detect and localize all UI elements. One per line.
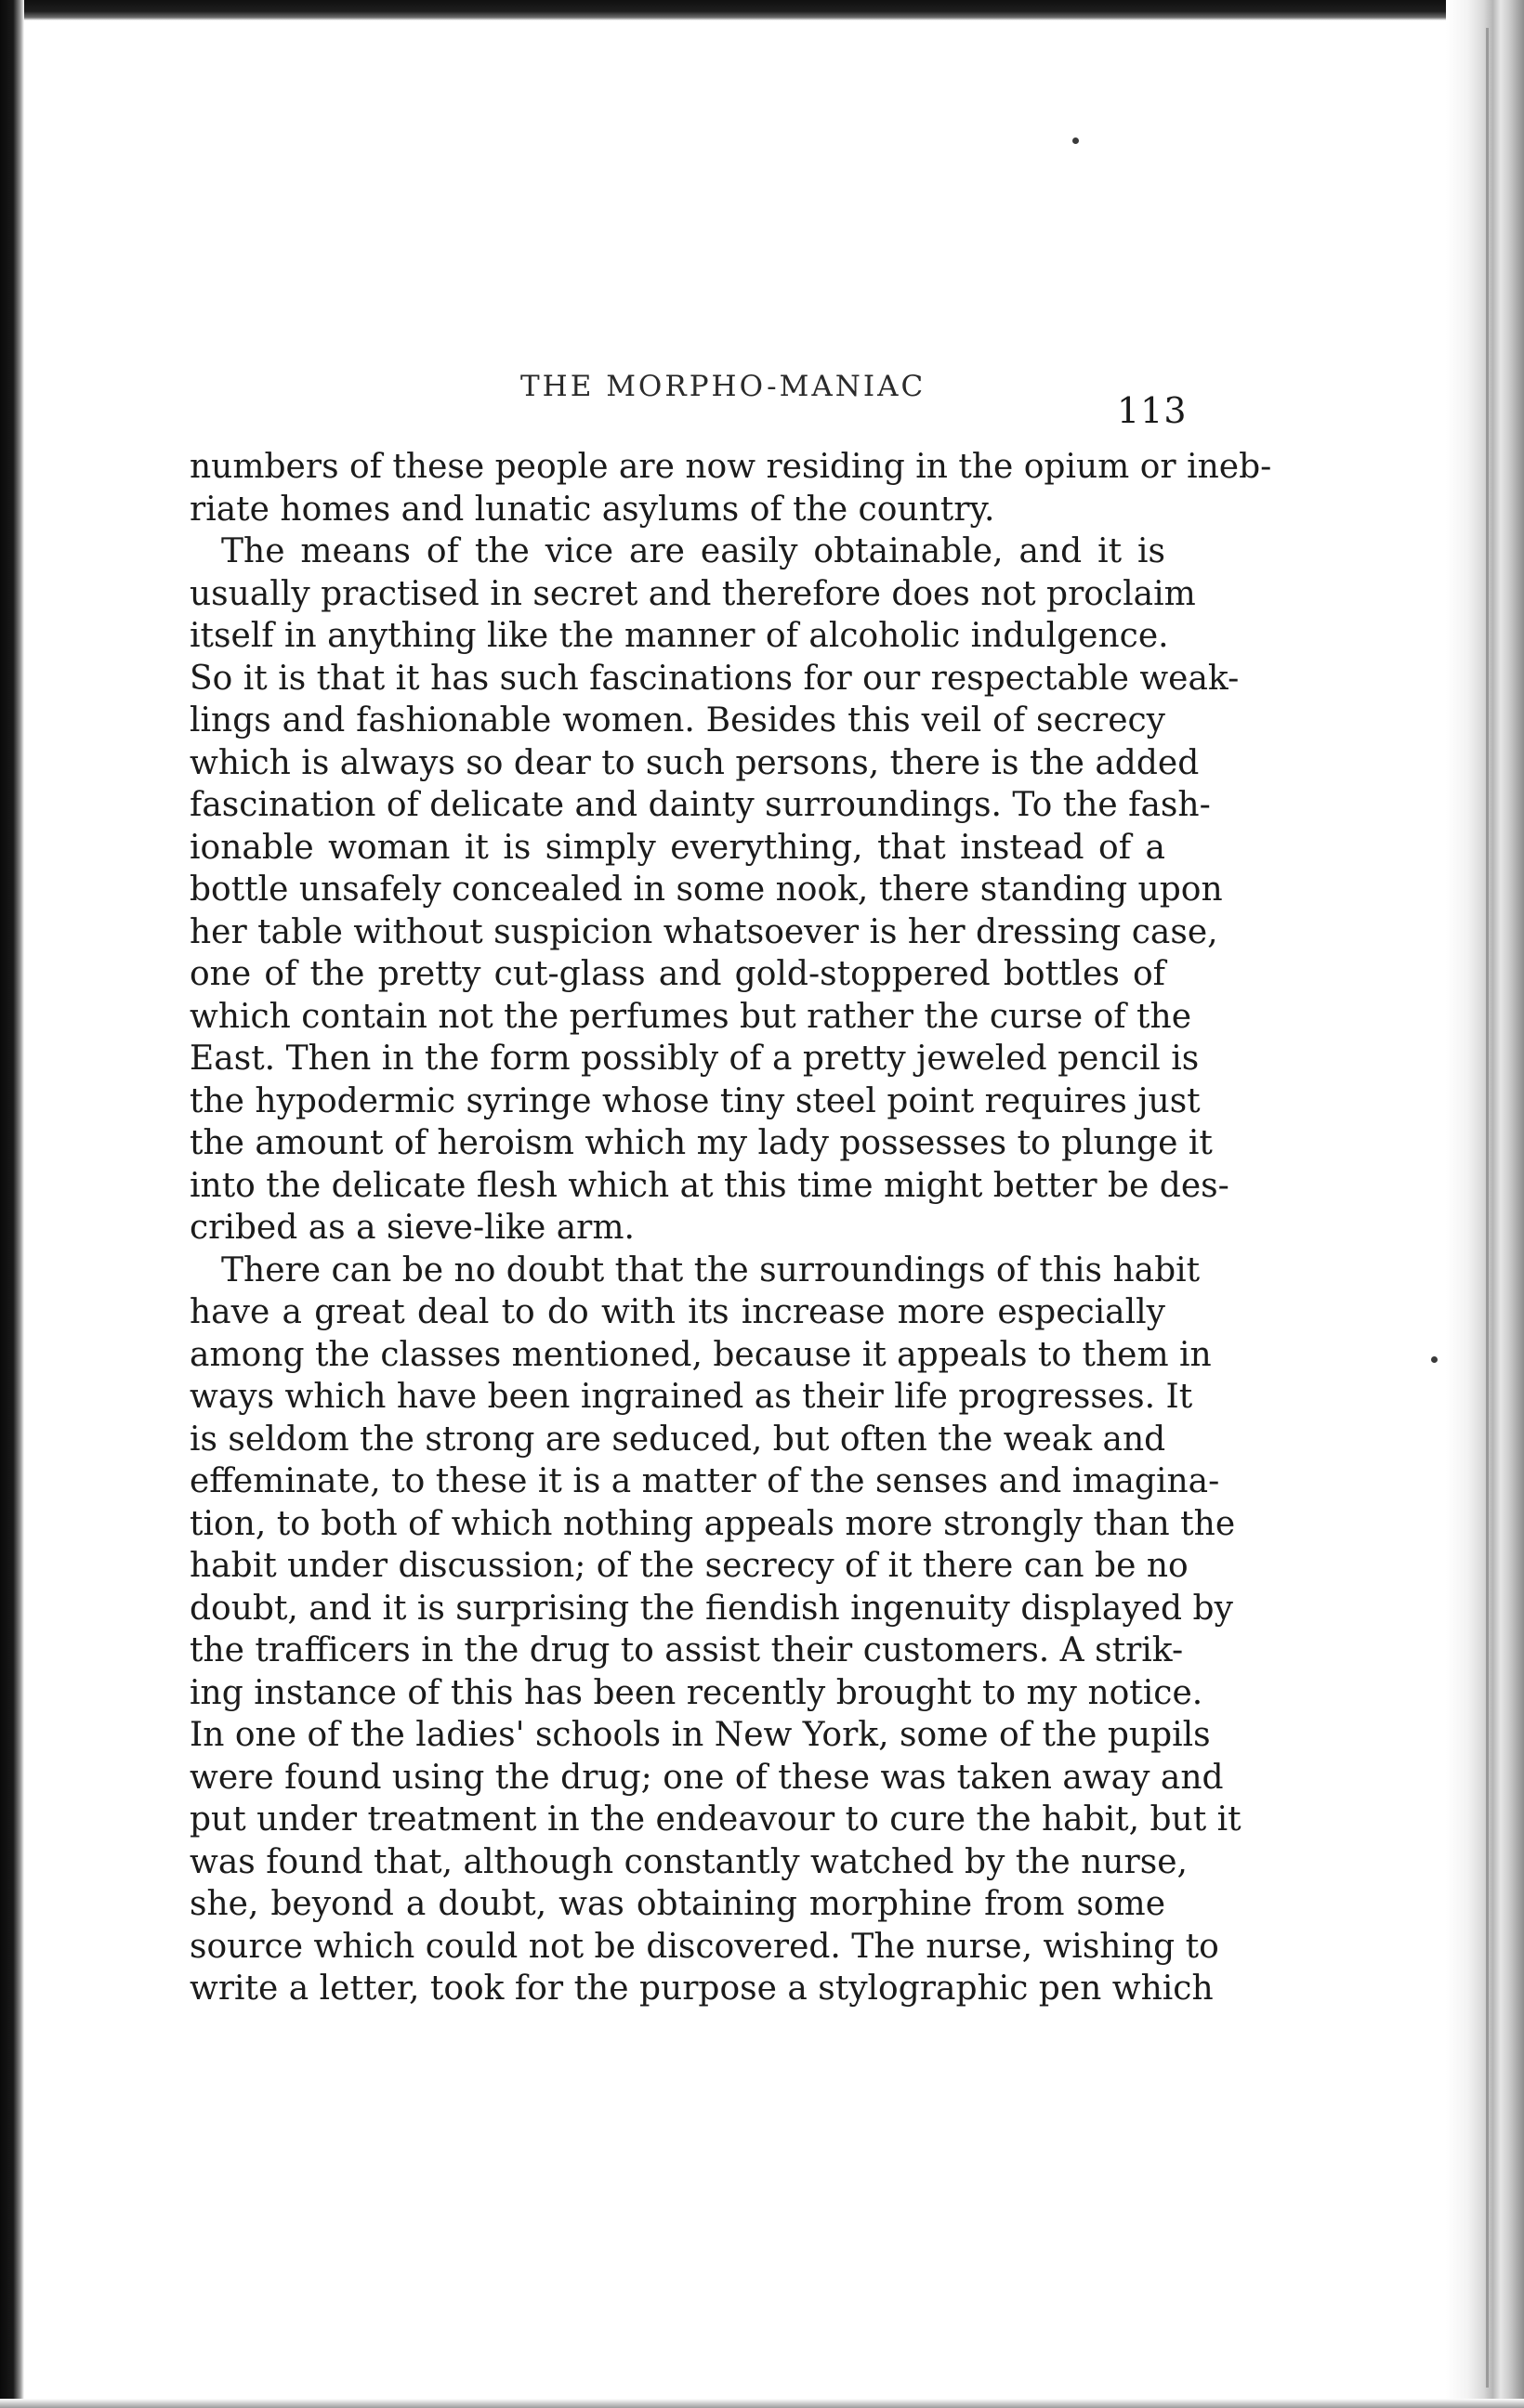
text-line: effeminate, to these it is a matter of the senses and imagina-: [190, 1462, 1220, 1500]
page-bottom-edge: [0, 2399, 1524, 2408]
text-line: her table without suspicion whatsoever is her dressing case,: [190, 912, 1218, 951]
text-line: have a great deal to do with its increase more especially: [190, 1293, 1165, 1331]
page-top-shadow: [0, 0, 1524, 20]
text-line: The means of the vice are easily obtainable, and it is: [221, 532, 1165, 570]
page-number: 113: [1117, 390, 1188, 431]
text-line: is seldom the strong are seduced, but often the weak and: [190, 1420, 1166, 1459]
text-line: riate homes and lunatic asylums of the country.: [190, 490, 995, 529]
text-line: lings and fashionable women. Besides this veil of secrecy: [190, 701, 1165, 739]
text-line: the amount of heroism which my lady possesses to plunge it: [190, 1124, 1213, 1162]
text-line: In one of the ladies' schools in New York, some of the pupils: [190, 1716, 1211, 1754]
text-line: numbers of these people are now residing in the opium or ineb-: [190, 448, 1272, 486]
text-line: There can be no doubt that the surroundings of this habit: [221, 1250, 1201, 1289]
text-line: ing instance of this has been recently brought to my notice.: [190, 1673, 1203, 1712]
text-line: So it is that it has such fascinations for our respectable weak-: [190, 659, 1240, 698]
text-line: the hypodermic syringe whose tiny steel point requires just: [190, 1081, 1201, 1120]
text-line: ways which have been ingrained as their life progresses. It: [190, 1378, 1193, 1416]
text-line: which contain not the perfumes but rather the curse of the: [190, 997, 1191, 1036]
text-line: was found that, although constantly watched by the nurse,: [190, 1842, 1188, 1881]
text-line: one of the pretty cut-glass and gold-stoppered bottles of: [190, 955, 1165, 993]
text-line: write a letter, took for the purpose a stylographic pen which: [190, 1970, 1214, 2008]
text-line: cribed as a sieve-like arm.: [190, 1209, 635, 1247]
text-line: itself in anything like the manner of alcoholic indulgence.: [190, 617, 1169, 655]
body-text: [190, 446, 1272, 2010]
page-right-fold-line: [1486, 28, 1489, 2388]
text-line: ionable woman it is simply everything, that instead of a: [190, 828, 1165, 867]
text-line: doubt, and it is surprising the fiendish ingenuity displayed by: [190, 1589, 1233, 1628]
text-line: source which could not be discovered. The nurse, wishing to: [190, 1927, 1219, 1966]
text-line: put under treatment in the endeavour to cure the habit, but it: [190, 1800, 1242, 1839]
running-head: THE MORPHO-MANIAC: [520, 370, 926, 403]
page-right-edge: [1446, 0, 1524, 2408]
text-line: bottle unsafely concealed in some nook, there standing upon: [190, 870, 1223, 909]
text-line: were found using the drug; one of these was taken away and: [190, 1758, 1224, 1797]
text-line: which is always so dear to such persons, there is the added: [190, 743, 1200, 782]
text-line: habit under discussion; of the secrecy of it there can be no: [190, 1547, 1189, 1585]
scan-speck: [1431, 1356, 1438, 1363]
page-left-shadow: [0, 0, 24, 2408]
scan-speck: [1072, 137, 1079, 144]
text-line: tion, to both of which nothing appeals more strongly than the: [190, 1504, 1236, 1543]
text-line: fascination of delicate and dainty surroundings. To the fash-: [190, 786, 1211, 824]
text-line: East. Then in the form possibly of a pretty jeweled pencil is: [190, 1040, 1200, 1078]
text-line: usually practised in secret and therefore does not proclaim: [190, 574, 1196, 613]
text-line: into the delicate flesh which at this time might better be des-: [190, 1166, 1229, 1205]
text-line: she, beyond a doubt, was obtaining morphine from some: [190, 1885, 1165, 1923]
text-line: among the classes mentioned, because it appeals to them in: [190, 1335, 1212, 1374]
text-line: the trafficers in the drug to assist their customers. A strik-: [190, 1631, 1184, 1669]
